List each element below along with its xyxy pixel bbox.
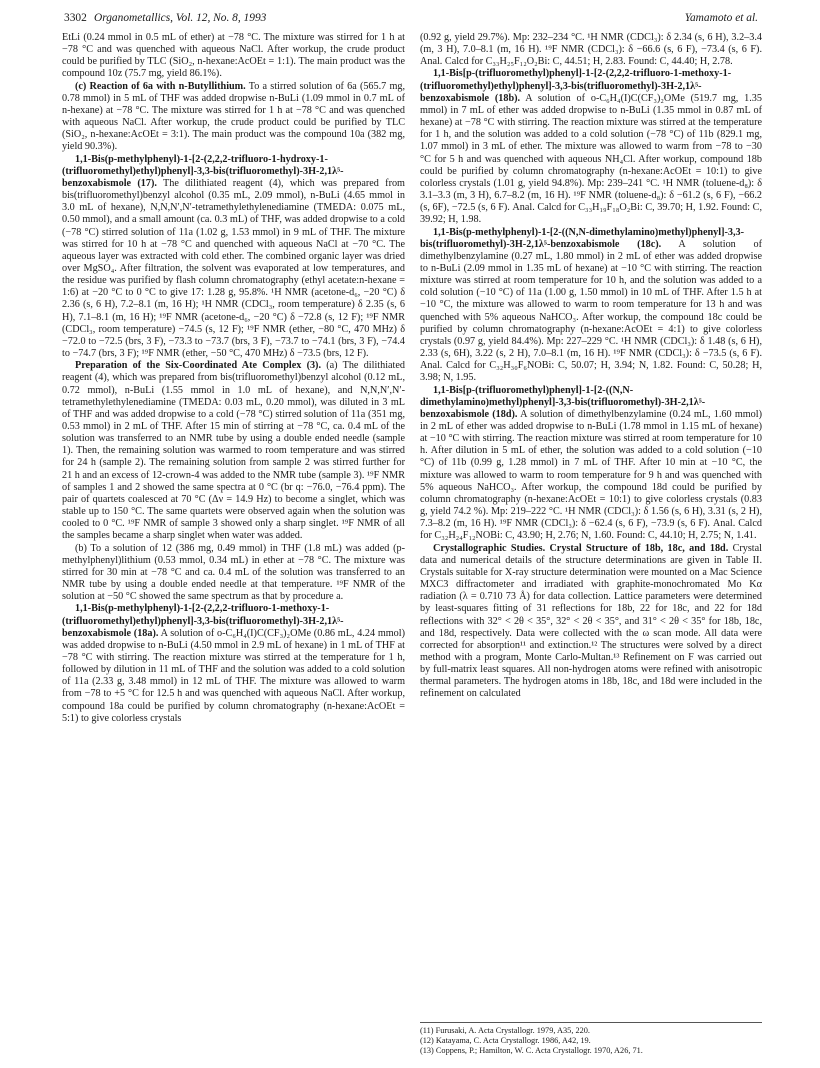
paragraph [62,360,405,542]
paragraph-text: Crystal data and numerical details of the structure determinations are given in Table II. Crystals suitable for X-ray structure determination were mounted on a Mac Science MXC3 diffractometer and irradiated with graphite-monochromated Mo Kα radiation (λ = 0.710 73 Å) for data collection. Lattice parameters were determined by least-squares fitting of 31 reflections for 18b, 22 for 18c, and 22 for 18d reflections with 32° < 2θ < 35°, 32° < 2θ < 35°, and 31° < 2θ < 35° for 18b, 18c, and 18d, respectively. Data were collected with the ω scan mode. All data were corrected for absorption¹¹ and extinction.¹² The structures were solved by a direct method with a program, Monte Carlo-Multan.¹³ Refinement on F was carried out by full-matrix least squares. All non-hydrogen atoms were refined with anisotropic thermal parameters. The hydrogen atoms in 18b, 18c, and 18d were included in the refinement on calculated [420,542,762,700]
right-column [420,32,762,701]
journal-citation: Organometallics, Vol. 12, No. 8, 1993 [94,12,267,24]
paragraph [420,385,762,543]
paragraph-text: A solution of dimethylbenzylamine (0.27 mL, 1.80 mmol) in 2 mL of ether was added dropwise to n-BuLi (2.09 mmol in 1.35 mL of hexane) at −10 °C with stirring. The reaction mixture was stirred at room temperature for 10 h, and the solution was added to a cold solution (−10 °C) of 11a (1.00 g, 1.50 mmol) in 10 mL of THF. After 1.5 h at −10 °C, the mixture was allowed to warm to room temperature for 13 h and was quenched with 5% aqueous NaHCO₃. After workup, the compound 18c could be purified by column chromatography (n-hexane:AcOEt = 4:1) to give colorless crystals (0.97 g, yield 84.4%). Mp: 227–229 °C. ¹H NMR (CDCl₃): δ 1.48 (s, 6 H), 2.33 (s, 6H), 3.22 (s, 2 H), 7.0–8.1 (m, 16 H). ¹⁹F NMR (CDCl₃): δ −73.5 (s, 6 F). Anal. Calcd for C₃₂H₃₀F₆NOBi: C, 50.07; H, 3.94; N, 1.82. Found: C, 50.28; H, 3.98; N, 1.95. [420,238,762,384]
footnote-references [420,1022,762,1057]
paragraph-heading: (c) Reaction of 6a with n-Butyllithium. [75,80,246,92]
paragraph-text: A solution of o-C₆H₄(I)C(CF₃)₂OMe (0.86 mL, 4.24 mmol) was added dropwise to n-BuLi (4.50 mmol in 2.9 mL of hexane) in 1 mL of THF at −78 °C with stirring. The reaction mixture was stirred at the temperature for 1 h, followed by dilution in 11 mL of THF and the solution was added to a cold solution of 11a (2.33 g, 3.48 mmol) in 12 mL of THF. The mixture was allowed to warm from −78 to +5 °C for 12.5 h and was quenched with aqueous NaCl. After workup, compound 18a could be purified by column chromatography (n-hexane:AcOEt = 5:1) to give colorless crystals [62,627,405,724]
paragraph-heading: 1,1-Bis(p-methylphenyl)-1-[2-((N,N-dimethylamino)methyl)phenyl]-3,3-bis(trifluoromethyl)-3H-2,1λ⁵-benzoxabismole (18c). [420,226,744,250]
paragraph-text: A solution of dimethylbenzylamine (0.24 mL, 1.60 mmol) in 2 mL of ether was added dropwise to n-BuLi (1.78 mmol in 1.15 mL of hexane) at −10 °C with stirring. The reaction mixture was stirred at room temperature for 10 h. After dilution in 5 mL of ether, the solution was added to a cold solution (−10 °C) of 11b (0.99 g, 1.28 mmol) in 7 mL of THF. After 10 min at −10 °C, the mixture was allowed to warm to room temperature for 9 h and was quenched with 5% aqueous NaHCO₃. After workup, the compound 18d could be purified by column chromatography (n-hexane:AcOEt = 10:1) to give colorless crystals (0.83 g, yield 74.2 %). Mp: 219–222 °C. ¹H NMR (CDCl₃): δ 1.56 (s, 6 H), 3.31 (s, 2 H), 7.3–8.2 (m, 16 H). ¹⁹F NMR (CDCl₃): δ −62.4 (s, 6 F), −73.9 (s, 6 F). Anal. Calcd for C₃₂H₂₄F₁₂NOBi: C, 43.90; H, 2.76; N, 1.60. Found: C, 44.10; H, 2.75; N, 1.41. [420,408,762,542]
paragraph-heading: 1,1-Bis[p-(trifluoromethyl)phenyl]-1-[2-((N,N-dimethylamino)methyl)phenyl]-3,3-bis(trifluoromethyl)-3H-2,1λ⁵-benzoxabismole (18d). [420,384,706,420]
paragraph-text: (a) The dilithiated reagent (4), which was prepared from bis(trifluoromethyl)benzyl alcohol (0.12 mL, 0.72 mmol), n-BuLi (1.55 mmol in 1.0 mL of hexane), and N,N,N′,N′-tetramethylethylenediamine (TMEDA: 0.03 mL, 0.20 mmol), was diluted in 3 mL of THF and was added dropwise to a cold (−78 °C) stirred solution of 11a (351 mg, 0.53 mmol) in 2 mL of THF. After 15 min of stirring at −78 °C, ca. 0.4 mL of the solution was transferred to an NMR tube by using a double ended needle (sample 1). Then, the remaining solution was warmed to room temperature and was stirred for 24 h (sample 2). The remaining solution from sample 2 was stirred further for 21 h and an excess of 12-crown-4 was added to the NMR tube (sample 3). ¹⁹F NMR of samples 1 and 2 showed the same spectra at 0 °C (br q: −76.0, −76.4 ppm). The pair of quartets coalesced at 70 °C (Δν = 14.9 Hz) to become a singlet, which was stable up to 150 °C. The same quartets were observed again when the solution was cooled to 0 °C. ¹⁹F NMR of sample 3 showed only a sharp singlet. ¹⁹F NMR of all the samples became a sharp singlet when water was added. [62,360,406,542]
paragraph [62,603,405,725]
paragraph-text: To a stirred solution of 6a (565.7 mg, 0.78 mmol) in 5 mL of THF was added dropwise n-BuLi (1.09 mmol in 0.7 mL of n-hexane) at −78 °C. The mixture was stirred for 1 h at −78 °C and was quenched with aqueous NaCl. After workup, the crude product could be purified by TLC (SiO₂, n-hexane:AcOEt = 3:1). The main product was the compound 10a (382 mg, yield 90.3%). [62,80,406,153]
running-author: Yamamoto et al. [684,12,758,24]
paragraph-heading: Crystallographic Studies. Crystal Structure of 18b, 18c, and 18d. [433,542,729,554]
reference-item: (12) Katayama, C. Acta Crystallogr. 1986, A42, 19. [420,1036,591,1046]
reference-item: (13) Coppens, P.; Hamilton, W. C. Acta Crystallogr. 1970, A26, 71. [420,1046,643,1056]
paragraph-text: EtLi (0.24 mmol in 0.5 mL of ether) at −78 °C. The mixture was stirred for 1 h at −78 °C and was quenched with aqueous NaCl. After workup, the crude product could be purified by TLC (SiO₂, n-hexane:AcOEt = 1:1). The main product was the compound 10z (75.7 mg, yield 86.1%). [62,32,405,80]
paragraph [420,68,762,226]
paragraph-text: A solution of o-C₆H₄(I)C(CF₃)₂OMe (519.7 mg, 1.35 mmol) in 7 mL of ether was added dropwise to n-BuLi (1.35 mmol in 0.87 mL of hexane) at −78 °C with stirring. The reaction mixture was stirred at the temperature for 1 h, and the solution was added to a cold solution (−78 °C) of 11b (829.1 mg, 1.07 mmol) in 3 mL of ether. The mixture was allowed to warm from −78 to −30 °C for 5 h and was quenched with aqueous NH₄Cl. After workup, compound 18b could be purified by column chromatography (n-hexane:AcOEt = 10:1) to give colorless crystals (1.01 g, yield 94.8%). Mp: 239–241 °C. ¹H NMR (toluene-d₈): δ 3.1–3.3 (m, 3 H), 6.7–8.2 (m, 16 H). ¹⁹F NMR (toluene-d₈): δ −61.2 (s, 6 F), −66.2 (s, 6F), −72.5 (s, 6 F). Anal. Calcd for C₃₃H₁₉F₁₈O₂Bi: C, 39.70; H, 1.92. Found: C, 39.92; H, 1.98. [420,92,762,226]
paragraph-text: The dilithiated reagent (4), which was prepared from bis(trifluoromethyl)benzyl alcohol (0.35 mL, 2.09 mmol), n-BuLi (4.65 mmol in 3.0 mL of hexane), N,N,N′,N′-tetramethylethylenediamine (TMEDA: 0.075 mL, 0.50 mmol), and a small amount (ca. 0.3 mL) of THF, was added dropwise to a cold (−78 °C) stirred solution of 11a (1.02 g, 1.53 mmol) in 9 mL of THF. The mixture was stirred for 10 h at −78 °C and quenched with aqueous NaCl at −70 °C. The aqueous layer was extracted with cold ether. The combined organic layer was dried over MgSO₄. After filtration, the solvent was evaporated at low temperatures, and the residue was purified by flash column chromatography (ethyl acetate:n-hexane = 1:6) at −20 °C to 0 °C to give 17: 1.28 g, 95.8%. ¹H NMR (acetone-d₆, −20 °C) δ 2.36 (s, 6 H), 7.2–8.1 (m, 16 H); ¹H NMR (CDCl₃, room temperature) δ 2.35 (s, 6 H), 7.1–8.1 (m, 16 H); ¹⁹F NMR (acetone-d₆, −20 °C) δ −72.8 (s, 12 F); ¹⁹F NMR (CDCl₃, room temperature) −74.5 (s, 12 F); ¹⁹F NMR (ether, −80 °C, 470 MHz) δ −72.0 to −72.5 (brs, 3 F), −73.3 to −73.7 (brs, 3 F), −73.7 to −74.1 (brs, 3 F), −74.4 to −74.7 (brs, 3 F); ¹⁹F NMR (ether, −50 °C, 470 MHz) δ −73.5 (brs, 12 F). [62,177,405,360]
paragraph [420,543,762,701]
paragraph [62,81,405,154]
running-header [64,12,758,30]
page-number: 3302 [64,12,87,24]
paragraph [62,543,405,604]
left-column [62,32,405,725]
paragraph-heading: 1,1-Bis(p-methylphenyl)-1-[2-(2,2,2-trifluoro-1-methoxy-1-(trifluoromethyl)ethyl)phenyl]-3,3-bis(trifluoromethyl)-3H-2,1λ⁵-benzoxabismole (18a). [62,603,344,639]
paragraph-text: (0.92 g, yield 29.7%). Mp: 232–234 °C. ¹H NMR (CDCl₃): δ 2.34 (s, 6 H), 3.2–3.4 (m, 3 H), 7.0–8.1 (m, 16 H). ¹⁹F NMR (CDCl₃): δ −66.6 (s, 6 F), −73.4 (s, 6 F). Anal. Calcd for C₃₃H₂₅F₁₂O₂Bi: C, 44.51; H, 2.83. Found: C, 44.40; H, 2.78. [420,32,762,68]
paragraph [62,154,405,361]
reference-item: (11) Furusaki, A. Acta Crystallogr. 1979, A35, 220. [420,1026,591,1035]
paragraph-heading: 1,1-Bis[p-(trifluoromethyl)phenyl]-1-[2-(2,2,2-trifluoro-1-methoxy-1-(trifluoromethyl)ethyl)phenyl]-3,3-bis(trifluoromethyl)-3H-2,1λ⁵-benzoxabismole (18b). [420,68,732,104]
paragraph [62,32,405,81]
paragraph-heading: Preparation of the Six-Coordinated Ate Complex (3). [75,360,322,372]
paragraph-heading: 1,1-Bis(p-methylphenyl)-1-[2-(2,2,2-trifluoro-1-hydroxy-1-(trifluoromethyl)ethyl)phenyl]-3,3-bis(trifluoromethyl)-3H-2,1λ⁵-benzoxabismole (17). [62,153,344,189]
paragraph-text: (b) To a solution of 12 (386 mg, 0.49 mmol) in THF (1.8 mL) was added (p-methylphenyl)lithium (0.53 mmol, 0.34 mL) in ether at −78 °C. The mixture was stirred for 30 min at −78 °C and ca. 0.4 mL of the solution was transferred to an NMR tube by using a double ended needle at that temperature. ¹⁹F NMR of the solution at −50 °C showed the same spectrum as that by procedure a. [62,542,405,603]
paragraph [420,32,762,68]
paragraph [420,227,762,385]
